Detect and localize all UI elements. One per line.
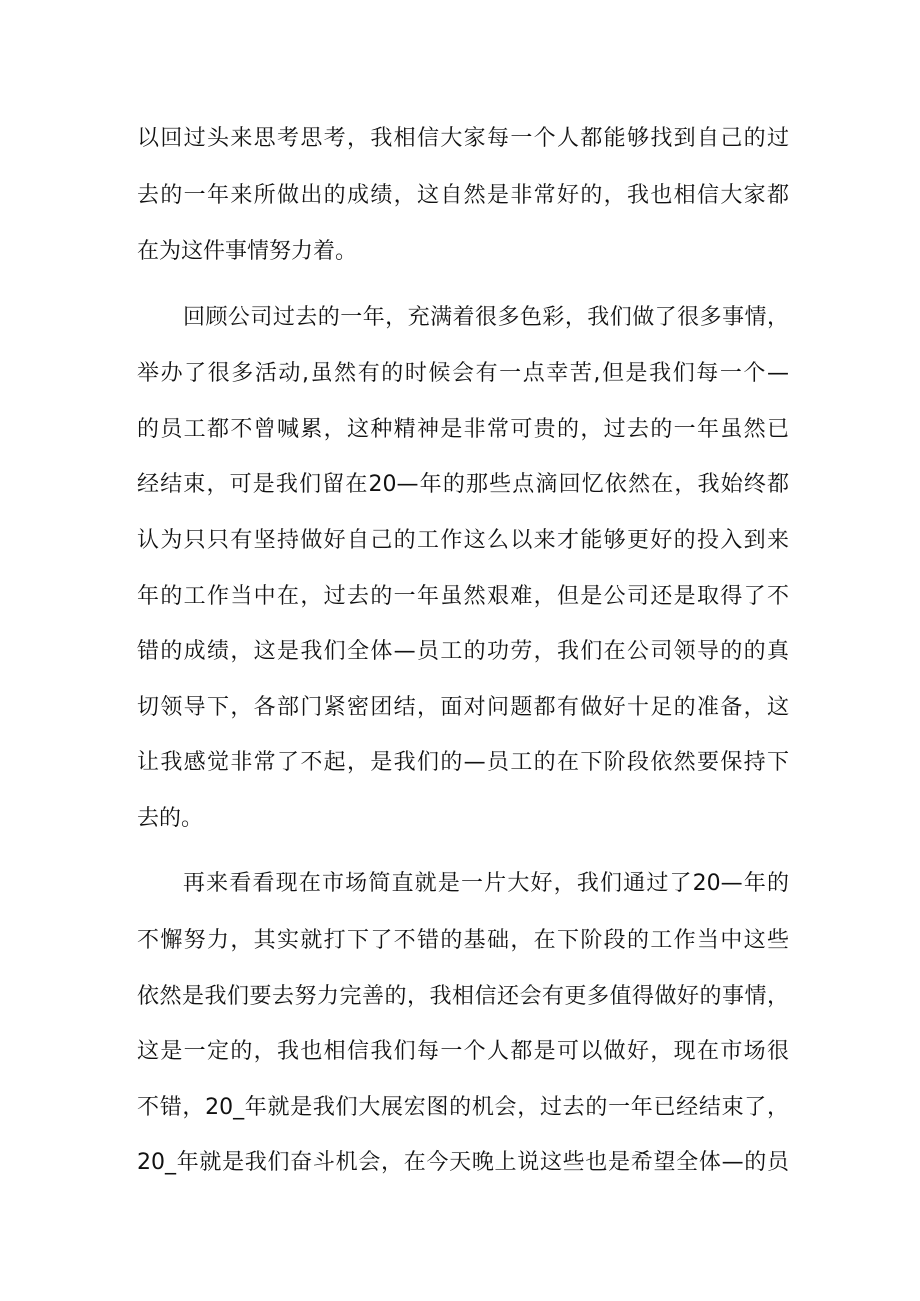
paragraph-2-line-4 bbox=[0, 465, 920, 505]
paragraph-1-line-1 bbox=[0, 119, 920, 159]
text-line: 不错，20_年就是我们大展宏图的机会，过去的一年已经结束了， bbox=[137, 1095, 789, 1120]
paragraph-2-line-8 bbox=[0, 688, 920, 728]
text-line: 去的。 bbox=[137, 806, 204, 831]
text-line: 错的成绩，这是我们全体—员工的功劳，我们在公司领导的的真 bbox=[137, 639, 789, 664]
paragraph-2-line-3 bbox=[0, 410, 920, 450]
text-line: 回顾公司过去的一年，充满着很多色彩，我们做了很多事情， bbox=[183, 305, 789, 330]
text-line: 认为只只有坚持做好自己的工作这么以来才能够更好的投入到来 bbox=[137, 528, 789, 553]
text-line: 再来看看现在市场简直就是一片大好，我们通过了20—年的 bbox=[183, 871, 789, 896]
text-line: 以回过头来思考思考，我相信大家每一个人都能够找到自己的过 bbox=[137, 126, 789, 151]
text-line: 20_年就是我们奋斗机会，在今天晚上说这些也是希望全体—的员 bbox=[137, 1150, 789, 1175]
text-line: 在为这件事情努力着。 bbox=[137, 239, 358, 264]
paragraph-1-line-3 bbox=[0, 232, 920, 272]
text-line: 的员工都不曾喊累，这种精神是非常可贵的，过去的一年虽然已 bbox=[137, 417, 789, 442]
paragraph-2-line-9 bbox=[0, 743, 920, 783]
paragraph-3-line-3 bbox=[0, 977, 920, 1017]
text-line: 这是一定的，我也相信我们每一个人都是可以做好，现在市场很 bbox=[137, 1039, 789, 1064]
paragraph-2-line-10 bbox=[0, 799, 920, 839]
text-line: 切领导下，各部门紧密团结，面对问题都有做好十足的准备，这 bbox=[137, 695, 789, 720]
text-line: 让我感觉非常了不起，是我们的—员工的在下阶段依然要保持下 bbox=[137, 750, 789, 775]
paragraph-2-line-6 bbox=[0, 577, 920, 617]
paragraph-3-line-1 bbox=[0, 864, 920, 904]
paragraph-2-line-5 bbox=[0, 521, 920, 561]
paragraph-3-line-2 bbox=[0, 921, 920, 961]
paragraph-3-line-4 bbox=[0, 1032, 920, 1072]
text-line: 年的工作当中在，过去的一年虽然艰难，但是公司还是取得了不 bbox=[137, 584, 789, 609]
paragraph-3-line-5 bbox=[0, 1088, 920, 1128]
text-line: 举办了很多活动,虽然有的时候会有一点幸苦,但是我们每一个— bbox=[137, 361, 789, 386]
text-line: 去的一年来所做出的成绩，这自然是非常好的，我也相信大家都 bbox=[137, 183, 789, 208]
paragraph-1-line-2 bbox=[0, 176, 920, 216]
paragraph-2-line-1 bbox=[0, 298, 920, 338]
text-line: 依然是我们要去努力完善的，我相信还会有更多值得做好的事情， bbox=[137, 984, 789, 1009]
paragraph-2-line-2 bbox=[0, 354, 920, 394]
text-line: 不懈努力，其实就打下了不错的基础，在下阶段的工作当中这些 bbox=[137, 928, 789, 953]
paragraph-3-line-6 bbox=[0, 1143, 920, 1183]
paragraph-2-line-7 bbox=[0, 632, 920, 672]
text-line: 经结束，可是我们留在20—年的那些点滴回忆依然在，我始终都 bbox=[137, 472, 789, 497]
